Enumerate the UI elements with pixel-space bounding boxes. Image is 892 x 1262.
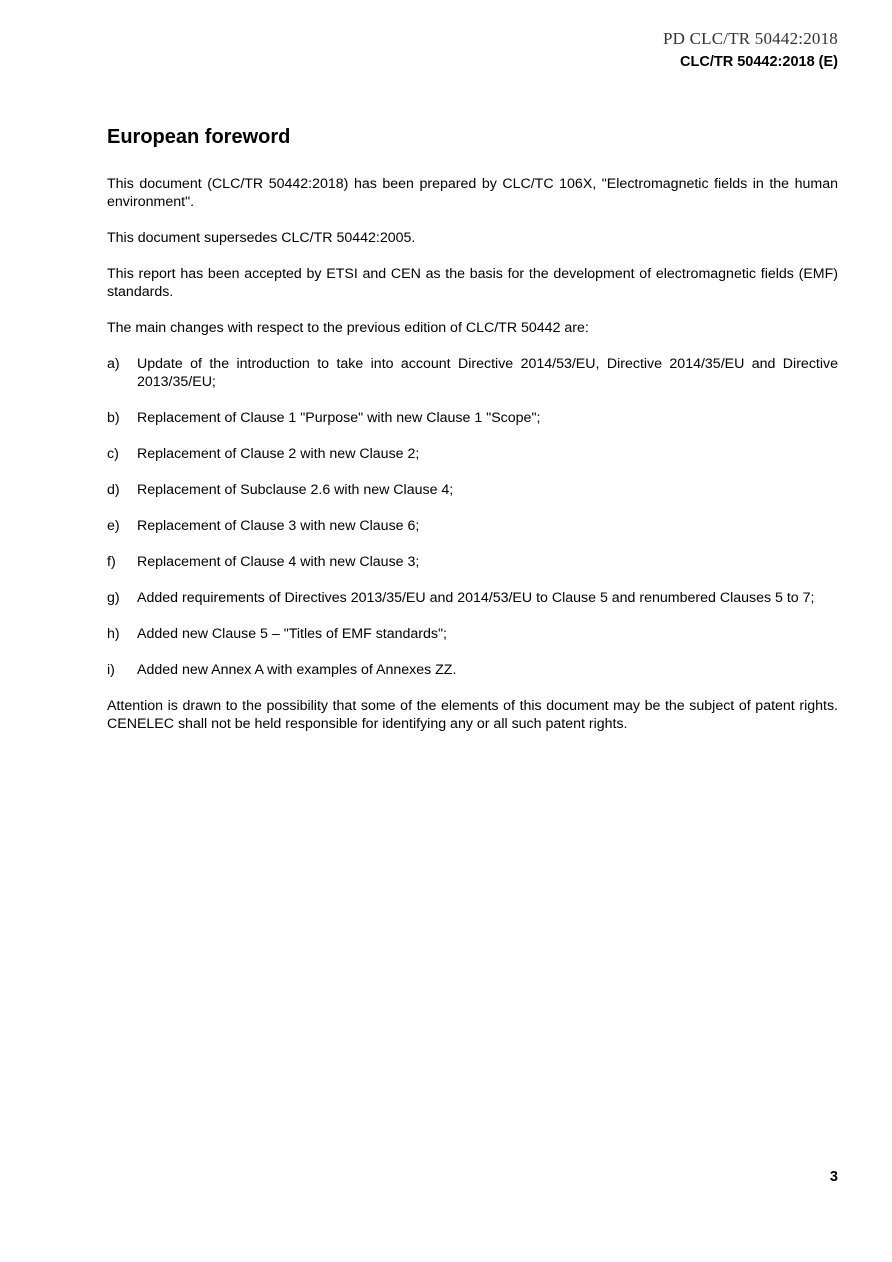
list-marker: d) xyxy=(107,482,120,498)
list-marker: a) xyxy=(107,356,120,372)
list-item xyxy=(107,625,838,643)
list-item-text: Replacement of Clause 3 with new Clause 6; xyxy=(137,518,420,534)
foreword-body xyxy=(107,175,838,751)
list-marker: c) xyxy=(107,446,119,462)
paragraph-patent-notice: Attention is drawn to the possibility that some of the elements of this document may be the subject of patent rights. CENELEC shall not be held responsible for identifying any or all such patent rights. xyxy=(107,698,838,732)
list-item xyxy=(107,661,838,679)
document-reference-header: PD CLC/TR 50442:2018 xyxy=(663,29,838,48)
list-item-text: Added new Annex A with examples of Annexes ZZ. xyxy=(137,662,457,678)
page-title: European foreword xyxy=(107,126,291,148)
document-reference-subheader: CLC/TR 50442:2018 (E) xyxy=(680,54,838,70)
paragraph-changes-intro: The main changes with respect to the previous edition of CLC/TR 50442 are: xyxy=(107,320,589,336)
list-item xyxy=(107,553,838,571)
list-marker: b) xyxy=(107,410,120,426)
list-item xyxy=(107,589,838,607)
list-marker: h) xyxy=(107,626,120,642)
paragraph-supersedes: This document supersedes CLC/TR 50442:2005. xyxy=(107,230,416,246)
list-item-text: Update of the introduction to take into account Directive 2014/53/EU, Directive 2014/35/EU and Directive 2013/35/EU; xyxy=(137,356,838,390)
changes-list xyxy=(107,355,838,679)
list-item-text: Added requirements of Directives 2013/35/EU and 2014/53/EU to Clause 5 and renumbered Clauses 5 to 7; xyxy=(137,590,815,606)
page-number: 3 xyxy=(829,1169,838,1185)
paragraph-prepared-by: This document (CLC/TR 50442:2018) has been prepared by CLC/TC 106X, "Electromagnetic fields in the human environment". xyxy=(107,176,838,210)
list-item-text: Replacement of Clause 1 "Purpose" with new Clause 1 "Scope"; xyxy=(137,410,541,426)
list-item xyxy=(107,445,838,463)
list-item xyxy=(107,355,838,391)
list-marker: e) xyxy=(107,518,120,534)
list-item-text: Added new Clause 5 – "Titles of EMF standards"; xyxy=(137,626,447,642)
list-marker: f) xyxy=(107,554,116,570)
list-item xyxy=(107,481,838,499)
paragraph-acceptance: This report has been accepted by ETSI and CEN as the basis for the development of electromagnetic fields (EMF) standards. xyxy=(107,266,838,300)
list-item-text: Replacement of Clause 2 with new Clause 2; xyxy=(137,446,420,462)
list-marker: i) xyxy=(107,662,115,678)
list-item-text: Replacement of Subclause 2.6 with new Clause 4; xyxy=(137,482,454,498)
list-item-text: Replacement of Clause 4 with new Clause 3; xyxy=(137,554,420,570)
list-marker: g) xyxy=(107,590,120,606)
list-item xyxy=(107,517,838,535)
list-item xyxy=(107,409,838,427)
